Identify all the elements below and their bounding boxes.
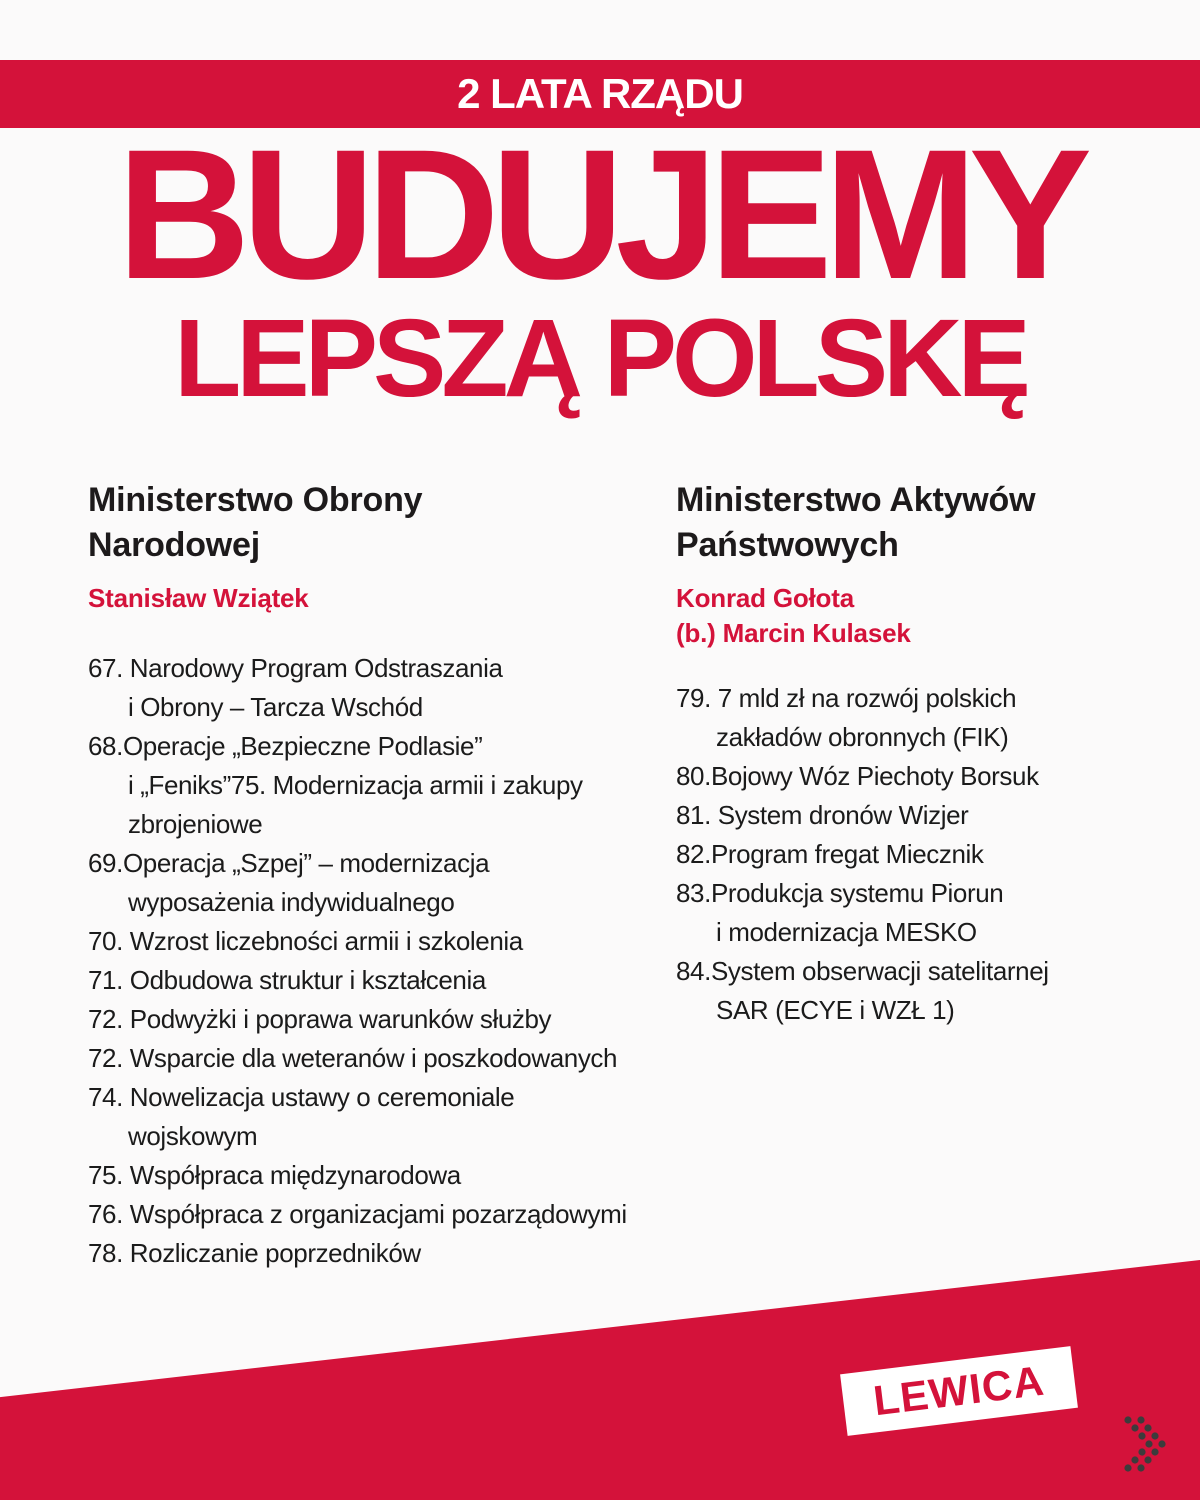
column-defense-ministry xyxy=(88,478,668,616)
column-state-assets-ministry xyxy=(676,478,1196,651)
list-item: 75. Współpraca międzynarodowa xyxy=(88,1160,461,1190)
list-item: 67. Narodowy Program Odstraszania i Obrony – Tarcza Wschód xyxy=(88,653,503,722)
ministry-title-state-assets: Ministerstwo Aktywów Państwowych xyxy=(676,481,1036,564)
list-item: 70. Wzrost liczebności armii i szkolenia xyxy=(88,926,523,956)
fast-forward-dots-icon xyxy=(1124,1416,1170,1474)
list-item: 71. Odbudowa struktur i kształcenia xyxy=(88,965,486,995)
list-item: 81. System dronów Wizjer xyxy=(676,800,969,830)
list-item: 78. Rozliczanie poprzedników xyxy=(88,1238,421,1268)
list-item: 68.Operacje „Bezpieczne Podlasie” i „Feniks”75. Modernizacja armii i zakupy zbrojeniowe xyxy=(88,731,583,839)
list-item: 72. Podwyżki i poprawa warunków służby xyxy=(88,1004,552,1034)
list-item: 80.Bojowy Wóz Piechoty Borsuk xyxy=(676,761,1039,791)
list-item: 84.System obserwacji satelitarnej SAR (ECYE i WZŁ 1) xyxy=(676,956,1049,1025)
list-item: 74. Nowelizacja ustawy o ceremoniale wojskowym xyxy=(88,1082,515,1151)
state-assets-achievements-list xyxy=(676,679,1196,1030)
minister-name-defense: Stanisław Wziątek xyxy=(88,583,309,613)
list-item: 72. Wsparcie dla weteranów i poszkodowanych xyxy=(88,1043,618,1073)
list-item: 79. 7 mld zł na rozwój polskich zakładów obronnych (FIK) xyxy=(676,683,1017,752)
list-item: 82.Program fregat Miecznik xyxy=(676,839,984,869)
ministry-title-defense: Ministerstwo Obrony Narodowej xyxy=(88,481,423,564)
lewica-logo-text: LEWICA xyxy=(870,1356,1047,1425)
banner-label: 2 LATA RZĄDU xyxy=(457,70,743,117)
list-item: 76. Współpraca z organizacjami pozarządowymi xyxy=(88,1199,627,1229)
title-line-1: BUDUJEMY xyxy=(116,112,1084,318)
defense-achievements-list xyxy=(88,649,688,1273)
list-item: 69.Operacja „Szpej” – modernizacja wyposażenia indywidualnego xyxy=(88,848,490,917)
title-line-2: LEPSZĄ POLSKĘ xyxy=(174,297,1026,420)
minister-name-state-assets: Konrad Gołota (b.) Marcin Kulasek xyxy=(676,583,911,648)
list-item: 83.Produkcja systemu Piorun i modernizacja MESKO xyxy=(676,878,1004,947)
